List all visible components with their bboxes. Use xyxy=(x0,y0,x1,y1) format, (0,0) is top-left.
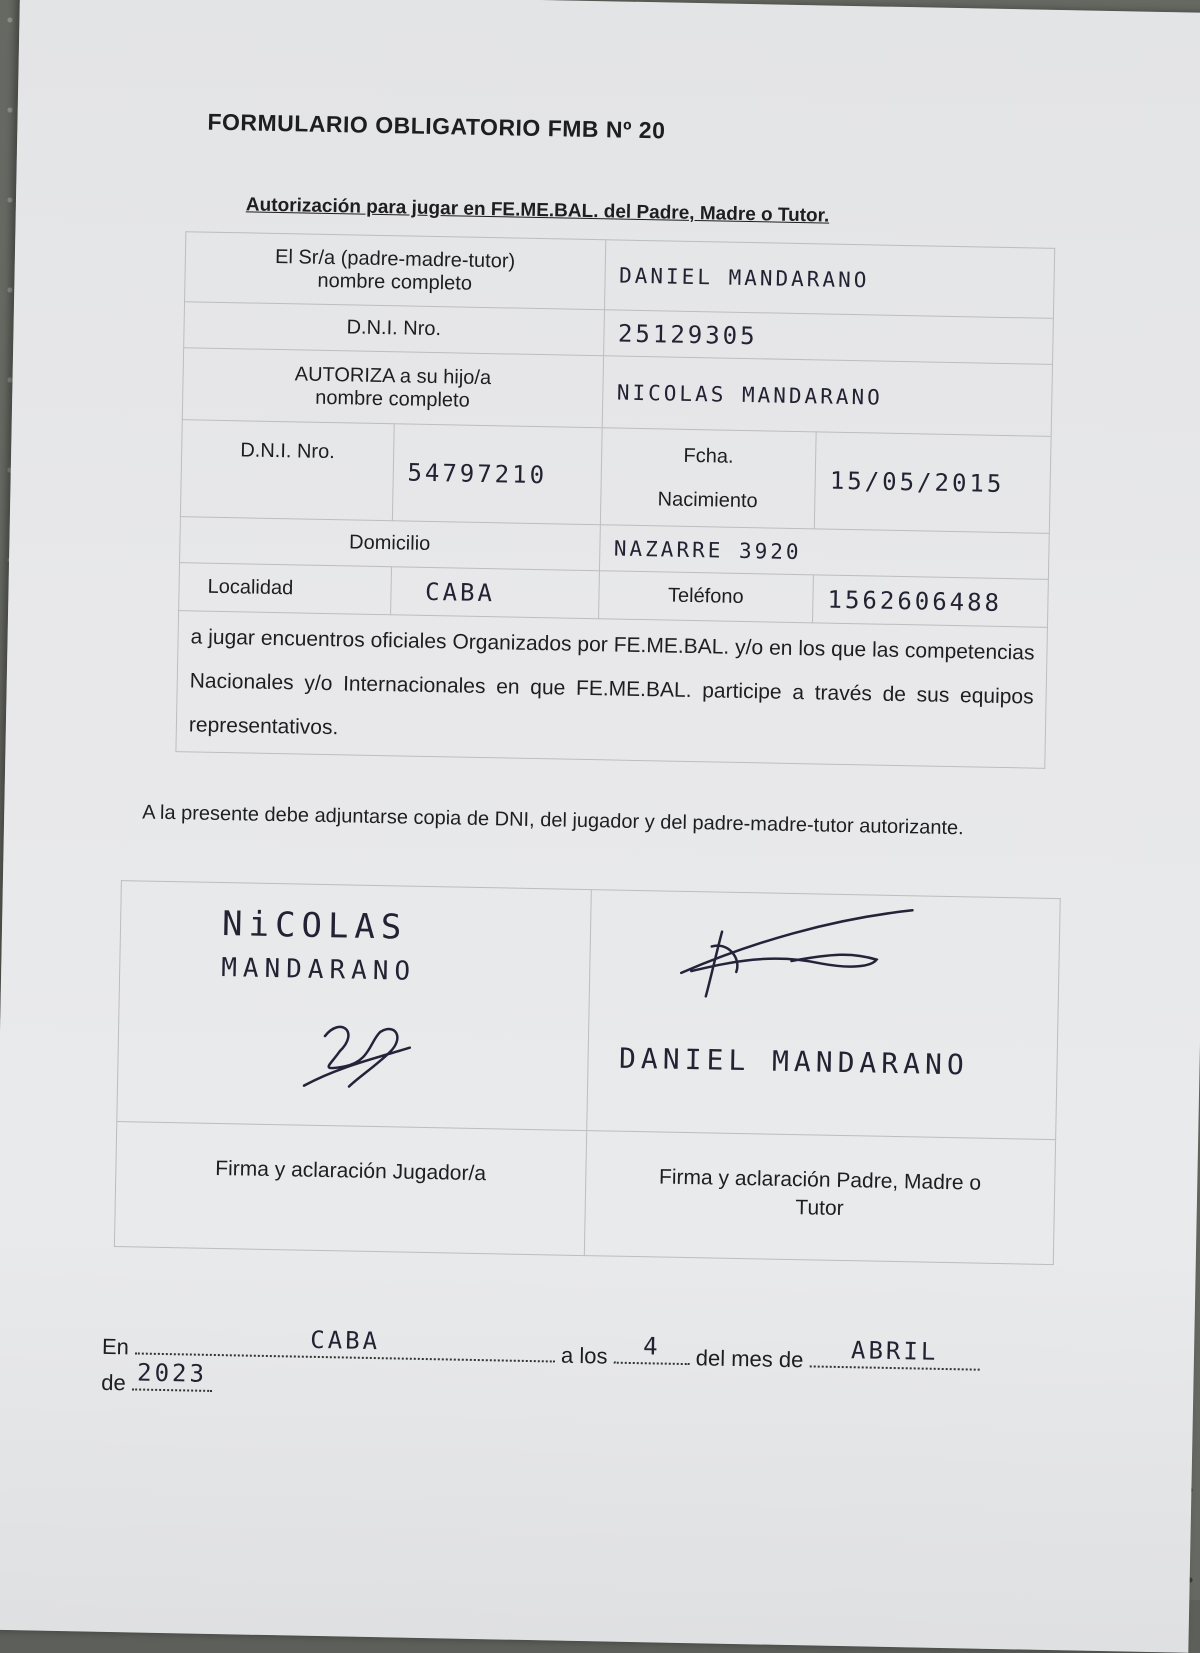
birth-label-cell xyxy=(600,428,816,529)
player-handwritten-name xyxy=(221,902,418,994)
guardian-signature-scribble xyxy=(670,901,922,1006)
guardian-dni-field[interactable]: 25129305 xyxy=(603,310,1053,365)
authorizes-label: AUTORIZA a su hijo/a xyxy=(294,362,492,389)
table-row xyxy=(117,881,1060,1140)
guardian-name-field[interactable]: DANIEL MANDARANO xyxy=(604,240,1055,319)
place-value: CABA xyxy=(310,1325,381,1356)
table-row xyxy=(176,611,1048,769)
attachment-note: A la presente debe adjuntarse copia de DNI, del jugador y del padre-madre-tutor autorizante. xyxy=(142,801,964,840)
guardian-signature-label xyxy=(585,1132,1054,1263)
month-field[interactable] xyxy=(809,1336,979,1370)
del-mes-label: del mes de xyxy=(695,1345,804,1373)
day-value: 4 xyxy=(642,1332,661,1361)
player-signature-label: Firma y aclaración Jugador/a xyxy=(215,1156,487,1186)
de-label: de xyxy=(101,1369,127,1396)
month-value: ABRIL xyxy=(850,1336,939,1366)
signature-table xyxy=(114,880,1061,1265)
year-field[interactable] xyxy=(132,1358,212,1392)
authorizes-sublabel: nombre completo xyxy=(315,386,470,412)
guardian-label: El Sr/a (padre-madre-tutor) xyxy=(274,245,516,273)
player-signature-label-cell xyxy=(114,1122,586,1256)
birth-label-line2: Nacimiento xyxy=(657,488,758,513)
birth-date-field[interactable]: 15/05/2015 xyxy=(814,432,1051,533)
child-dni-label: D.N.I. Nro. xyxy=(180,420,393,521)
locality-label: Localidad xyxy=(179,563,392,615)
locality-field[interactable]: CABA xyxy=(390,567,599,619)
child-dni-field[interactable]: 54797210 xyxy=(392,424,602,525)
en-label: En xyxy=(101,1333,130,1360)
guardian-sublabel: nombre completo xyxy=(317,269,473,295)
guardian-signature-label-line2: Tutor xyxy=(795,1196,844,1221)
guardian-signature-label-cell xyxy=(584,1131,1056,1265)
child-name-field[interactable]: NICOLAS MANDARANO xyxy=(602,356,1053,437)
phone-label: Teléfono xyxy=(598,571,814,623)
player-signature-scribble xyxy=(299,1011,421,1103)
player-signature-area[interactable] xyxy=(117,881,591,1131)
birth-label-line1: Fcha. xyxy=(683,444,734,468)
table-row xyxy=(180,420,1051,534)
form-subtitle: Autorización para jugar en FE.ME.BAL. del Padre, Madre o Tutor. xyxy=(245,194,830,227)
guardian-signature-label-line1: Firma y aclaración Padre, Madre o xyxy=(658,1165,982,1195)
a-los-label: a los xyxy=(560,1342,608,1369)
guardian-handwritten-name: DANIEL MANDARANO xyxy=(618,1041,970,1082)
date-place-footer xyxy=(101,1325,980,1413)
year-value: 2023 xyxy=(136,1358,208,1388)
player-handwritten-line2: MANDARANO xyxy=(220,953,417,987)
form-title: FORMULARIO OBLIGATORIO FMB Nº 20 xyxy=(207,108,666,144)
authorization-table xyxy=(175,231,1055,769)
authorization-paragraph: a jugar encuentros oficiales Organizados por FE.ME.BAL. y/o en los que las competencias Nacionales y/o Internacionales en que FE.ME.BAL. participe a través de sus equipos representativos. xyxy=(176,611,1048,769)
day-field[interactable] xyxy=(614,1332,690,1365)
guardian-dni-label: D.N.I. Nro. xyxy=(184,302,604,356)
guardian-signature-area[interactable] xyxy=(586,890,1060,1140)
table-row xyxy=(114,1122,1055,1265)
authorizes-label-cell xyxy=(182,348,603,428)
address-field[interactable]: NAZARRE 3920 xyxy=(599,525,1049,580)
address-label: Domicilio xyxy=(180,517,600,571)
place-field[interactable] xyxy=(135,1325,555,1362)
phone-field[interactable]: 1562606488 xyxy=(813,575,1049,628)
player-handwritten-line1: NiCOLAS xyxy=(221,904,408,948)
guardian-label-cell xyxy=(185,232,606,310)
